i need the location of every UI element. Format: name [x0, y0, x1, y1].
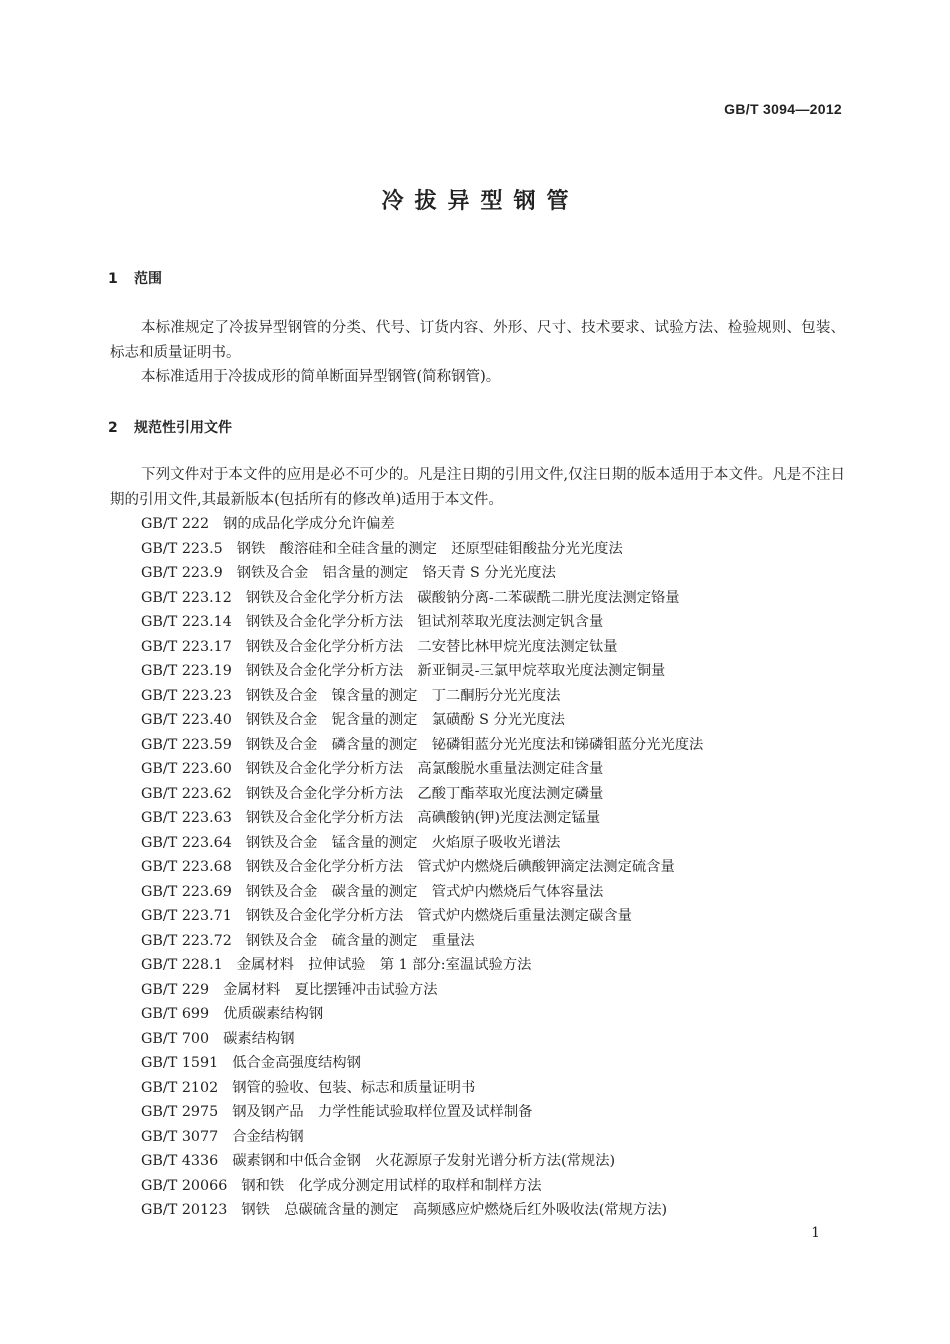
reference-title: 低合金高强度结构钢 [232, 1055, 361, 1071]
reference-title: 金属材料 夏比摆锤冲击试验方法 [223, 981, 438, 998]
reference-code: GB/T 223.17 [141, 638, 232, 655]
reference-item [141, 880, 703, 905]
reference-item [141, 904, 703, 929]
reference-title: 钢铁及合金化学分析方法 二安替比林甲烷光度法测定钛量 [245, 638, 618, 655]
reference-code: GB/T 3077 [141, 1128, 219, 1145]
reference-code: GB/T 223.63 [141, 810, 232, 826]
reference-item [141, 1002, 703, 1027]
reference-code: GB/T 223.62 [141, 785, 232, 802]
reference-item [141, 978, 703, 1003]
reference-title: 钢铁及合金 铝含量的测定 铬天青 S 分光光度法 [236, 565, 556, 581]
reference-title: 优质碳素结构钢 [223, 1006, 324, 1022]
reference-item [141, 733, 703, 758]
reference-item [141, 1174, 703, 1199]
reference-item [141, 782, 703, 807]
reference-title: 钢铁 总碳硫含量的测定 高频感应炉燃烧后红外吸收法(常规方法) [241, 1202, 668, 1218]
reference-item [141, 561, 703, 586]
standard-code: GB/T 3094—2012 [724, 101, 842, 117]
reference-code: GB/T 222 [141, 516, 210, 532]
section-1-paragraph-1: 本标准规定了冷拔异型钢管的分类、代号、订货内容、外形、尺寸、技术要求、试验方法、检验规则、包装、标志和质量证明书。 [110, 320, 845, 361]
reference-item [141, 1198, 703, 1223]
reference-title: 钢管的验收、包装、标志和质量证明书 [232, 1079, 476, 1096]
reference-title: 钢铁及合金 碳含量的测定 管式炉内燃烧后气体容量法 [245, 883, 604, 900]
reference-item [141, 929, 703, 954]
reference-item [141, 831, 703, 856]
section-2-title: 规范性引用文件 [134, 420, 232, 436]
reference-title: 钢铁及合金化学分析方法 新亚铜灵-三氯甲烷萃取光度法测定铜量 [245, 663, 666, 679]
reference-title: 钢铁及合金 硫含量的测定 重量法 [245, 932, 475, 949]
reference-item [141, 1027, 703, 1052]
reference-list [141, 512, 703, 1223]
reference-title: 钢的成品化学成分允许偏差 [223, 516, 395, 532]
section-1-paragraph-2: 本标准适用于冷拔成形的简单断面异型钢管(简称钢管)。 [141, 369, 501, 385]
section-1-heading [108, 268, 162, 288]
reference-code: GB/T 699 [141, 1006, 210, 1022]
reference-item [141, 1100, 703, 1125]
reference-title: 钢铁及合金化学分析方法 钽试剂萃取光度法测定钒含量 [245, 614, 604, 630]
section-1-number: 1 [108, 271, 118, 287]
section-1-title: 范围 [134, 271, 162, 287]
reference-title: 钢铁及合金化学分析方法 管式炉内燃烧后重量法测定碳含量 [245, 908, 632, 924]
reference-item [141, 855, 703, 880]
reference-title: 金属材料 拉伸试验 第 1 部分:室温试验方法 [236, 957, 532, 973]
document-title: 冷拔异型钢管 [381, 189, 580, 214]
reference-code: GB/T 223.68 [141, 859, 232, 875]
reference-item [141, 1125, 703, 1150]
reference-code: GB/T 223.5 [141, 540, 223, 557]
reference-item [141, 1076, 703, 1101]
reference-item [141, 635, 703, 660]
reference-code: GB/T 228.1 [141, 957, 223, 973]
reference-code: GB/T 2102 [141, 1079, 219, 1096]
reference-code: GB/T 20066 [141, 1177, 228, 1194]
reference-item [141, 757, 703, 782]
section-2-intro: 下列文件对于本文件的应用是必不可少的。凡是注日期的引用文件,仅注日期的版本适用于本文件。凡是不注日期的引用文件,其最新版本(包括所有的修改单)适用于本文件。 [110, 467, 845, 508]
reference-code: GB/T 223.23 [141, 687, 232, 704]
reference-title: 钢铁及合金化学分析方法 高氯酸脱水重量法测定硅含量 [245, 761, 604, 777]
reference-code: GB/T 1591 [141, 1055, 219, 1071]
reference-code: GB/T 223.59 [141, 736, 232, 753]
section-2-number: 2 [108, 420, 118, 436]
reference-item [141, 610, 703, 635]
reference-code: GB/T 223.71 [141, 908, 232, 924]
reference-code: GB/T 223.69 [141, 883, 232, 900]
reference-title: 钢和铁 化学成分测定用试样的取样和制样方法 [241, 1177, 542, 1194]
reference-title: 钢铁及合金化学分析方法 高碘酸钠(钾)光度法测定锰量 [245, 810, 601, 826]
reference-code: GB/T 223.60 [141, 761, 232, 777]
reference-code: GB/T 223.64 [141, 834, 232, 851]
reference-item [141, 953, 703, 978]
reference-code: GB/T 700 [141, 1030, 210, 1047]
reference-code: GB/T 229 [141, 981, 210, 998]
reference-title: 钢及钢产品 力学性能试验取样位置及试样制备 [232, 1104, 533, 1120]
reference-item [141, 659, 703, 684]
reference-title: 钢铁及合金化学分析方法 管式炉内燃烧后碘酸钾滴定法测定硫含量 [245, 859, 675, 875]
reference-item [141, 586, 703, 611]
reference-title: 钢铁 酸溶硅和全硅含量的测定 还原型硅钼酸盐分光光度法 [236, 540, 623, 557]
reference-item [141, 537, 703, 562]
page-number: 1 [811, 1225, 820, 1241]
reference-title: 碳素钢和中低合金钢 火花源原子发射光谱分析方法(常规法) [232, 1153, 616, 1169]
reference-code: GB/T 4336 [141, 1153, 219, 1169]
reference-item [141, 684, 703, 709]
reference-title: 钢铁及合金化学分析方法 乙酸丁酯萃取光度法测定磷量 [245, 785, 604, 802]
reference-code: GB/T 223.40 [141, 712, 232, 728]
reference-item [141, 806, 703, 831]
reference-title: 合金结构钢 [232, 1128, 304, 1145]
reference-code: GB/T 223.9 [141, 565, 223, 581]
reference-code: GB/T 2975 [141, 1104, 219, 1120]
reference-title: 钢铁及合金 铌含量的测定 氯磺酚 S 分光光度法 [245, 712, 565, 728]
reference-code: GB/T 20123 [141, 1202, 228, 1218]
reference-item [141, 512, 703, 537]
reference-code: GB/T 223.12 [141, 589, 232, 606]
reference-title: 碳素结构钢 [223, 1030, 295, 1047]
reference-item [141, 1051, 703, 1076]
section-2-heading [108, 417, 232, 437]
reference-item [141, 1149, 703, 1174]
reference-title: 钢铁及合金化学分析方法 碳酸钠分离-二苯碳酰二肼光度法测定铬量 [245, 589, 680, 606]
reference-code: GB/T 223.14 [141, 614, 232, 630]
reference-item [141, 708, 703, 733]
reference-title: 钢铁及合金 锰含量的测定 火焰原子吸收光谱法 [245, 834, 561, 851]
reference-code: GB/T 223.19 [141, 663, 232, 679]
reference-title: 钢铁及合金 磷含量的测定 铋磷钼蓝分光光度法和锑磷钼蓝分光光度法 [245, 736, 704, 753]
reference-title: 钢铁及合金 镍含量的测定 丁二酮肟分光光度法 [245, 687, 561, 704]
reference-code: GB/T 223.72 [141, 932, 232, 949]
